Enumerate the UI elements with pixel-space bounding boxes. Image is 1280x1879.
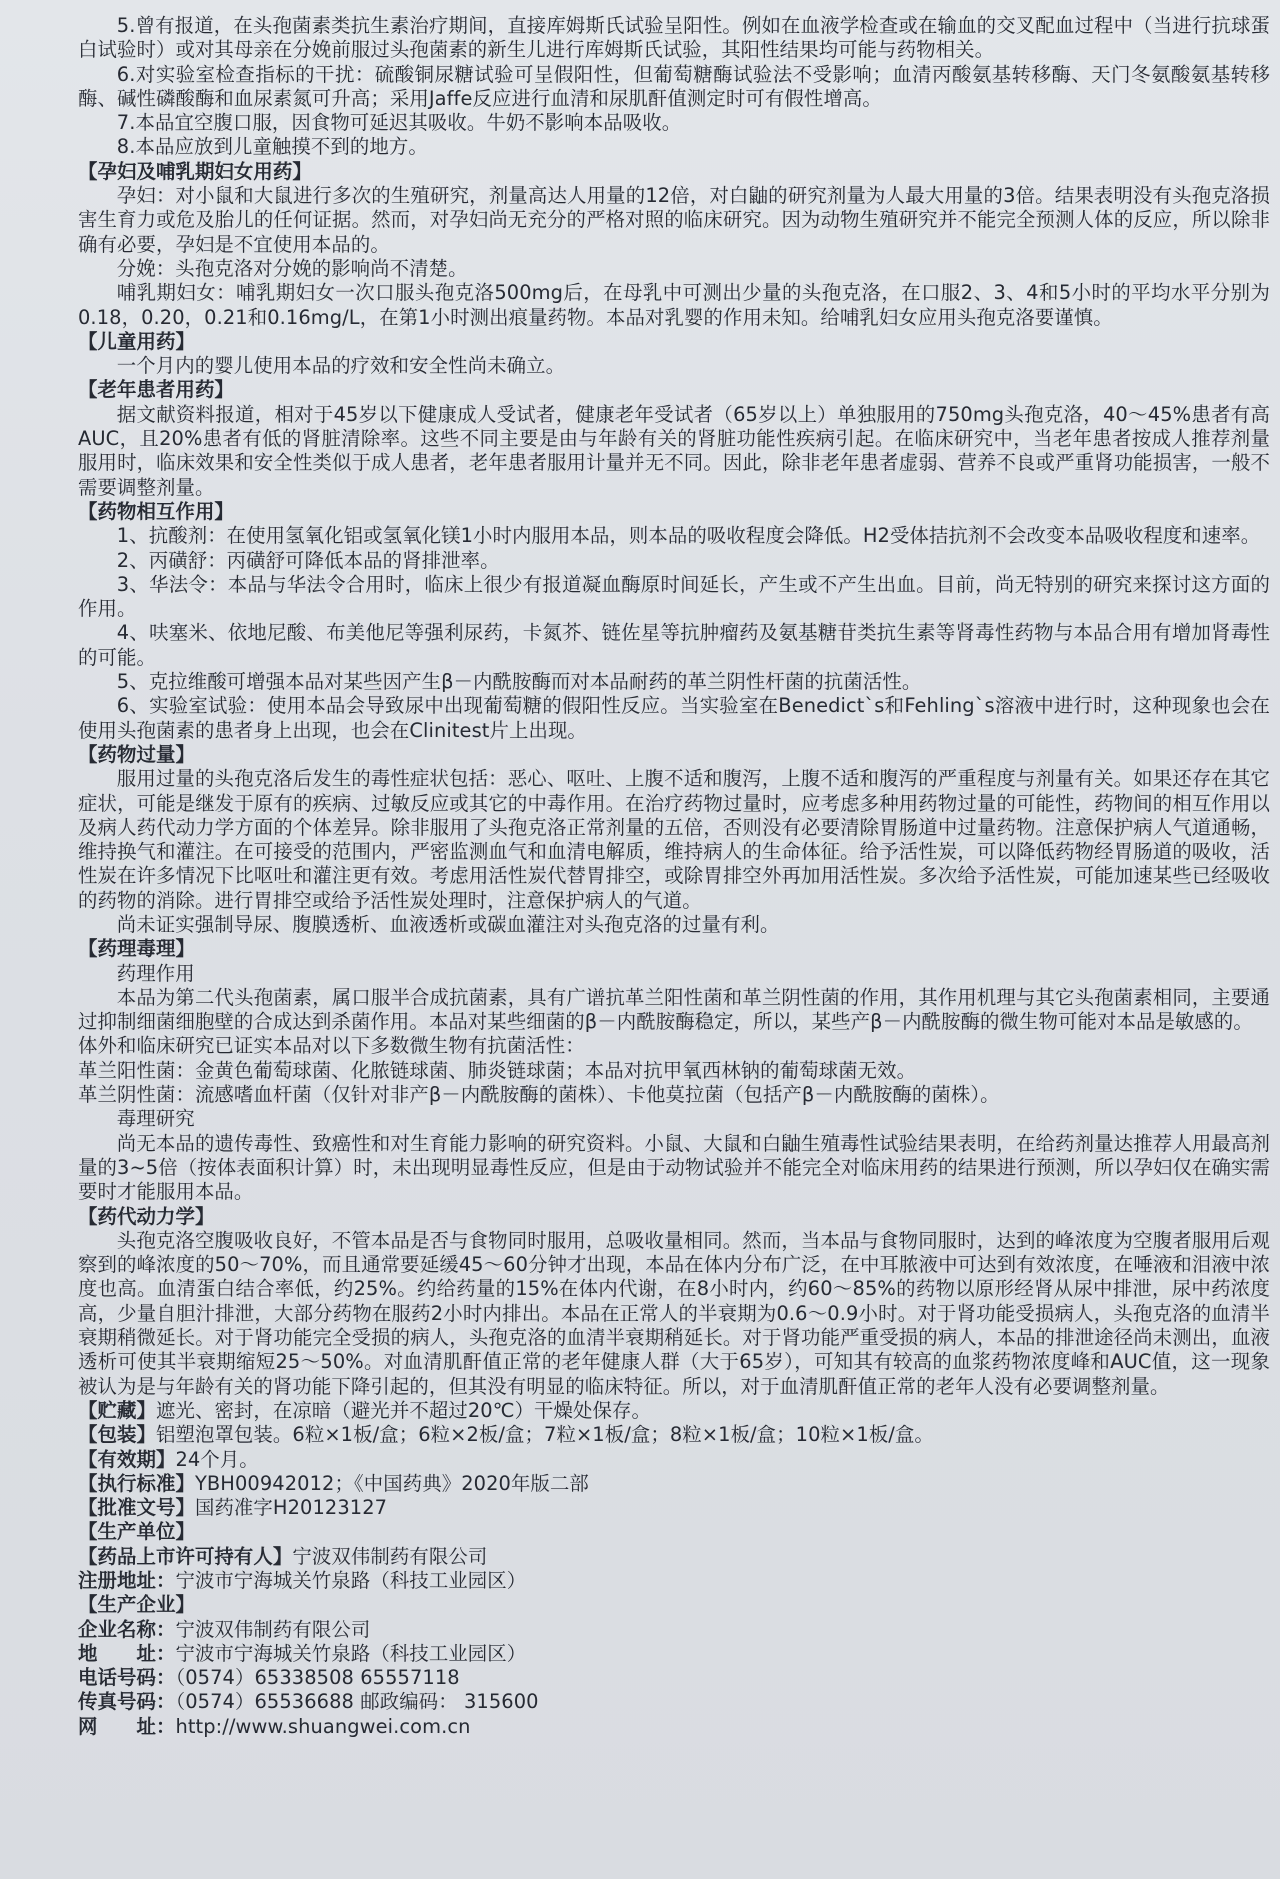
paragraph-lab-interference: 6.对实验室检查指标的干扰：硫酸铜尿糖试验可呈假阳性，但葡萄糖酶试验法不受影响；血清丙酸氨基转移酶、天门冬氨酸氨基转移酶、碱性磷酸酶和血尿素氮可升高；采用Jaffe反应进行血清和尿肌酐值测定时可有假性增高。 (78, 62, 1270, 110)
paragraph-infants: 一个月内的婴儿使用本品的疗效和安全性尚未确立。 (116, 354, 566, 378)
paragraph-interaction-probenecid: 2、丙磺舒：丙磺舒可降低本品的肾排泄率。 (116, 548, 500, 572)
mah-value: 宁波双伟制药有限公司 (292, 1544, 488, 1568)
approval-row (78, 1496, 1270, 1520)
paragraph-fasting: 7.本品宜空腹口服，因食物可延迟其吸收。牛奶不影响本品吸收。 (116, 111, 682, 135)
paragraph-children-reach: 8.本品应放到儿童触摸不到的地方。 (116, 135, 428, 159)
website-value: http://www.shuangwei.com.cn (175, 1714, 471, 1738)
approval-label: 【批准文号】 (78, 1496, 195, 1520)
approval-value: 国药准字H20123127 (194, 1496, 388, 1520)
paragraph-gram-positive: 革兰阳性菌：金黄色葡萄球菌、化脓链球菌、肺炎链球菌；本品对抗甲氧西林钠的葡萄球菌无效。 (78, 1058, 917, 1082)
standard-label: 【执行标准】 (78, 1471, 195, 1495)
paragraph-lactation: 哺乳期妇女：哺乳期妇女一次口服头孢克洛500mg后，在母乳中可测出少量的头孢克洛，在口服2、3、4和5小时的平均水平分别为0.18，0.20，0.21和0.16mg/L，在第1小时测出痕量药物。本品对乳婴的作用未知。给哺乳妇女应用头孢克洛要谨慎。 (78, 281, 1270, 329)
standard-row (78, 1472, 1270, 1496)
address-label: 地 址： (78, 1641, 176, 1665)
paragraph-pregnant: 孕妇：对小鼠和大鼠进行多次的生殖研究，剂量高达人用量的12倍，对白鼬的研究剂量为人最大用量的3倍。结果表明没有头孢克洛损害生育力或危及胎儿的任何证据。然而，对孕妇尚无充分的严格对照的临床研究。因为动物生殖研究并不能完全预测人体的反应，所以除非确有必要，孕妇是不宜使用本品的。 (78, 184, 1270, 256)
paragraph-mechanism: 本品为第二代头孢菌素，属口服半合成抗菌素，具有广谱抗革兰阳性菌和革兰阴性菌的作用，其作用机理与其它头孢菌素相同，主要通过抑制细菌细胞壁的合成达到杀菌作用。本品对某些细菌的β－内酰胺酶稳定，所以，某些产β－内酰胺酶的微生物可能对本品是敏感的。 (78, 985, 1270, 1034)
validity-row (78, 1448, 1270, 1472)
company-row (78, 1618, 1270, 1642)
company-value: 宁波双伟制药有限公司 (175, 1617, 371, 1641)
standard-value: YBH00942012；《中国药典》2020年版二部 (194, 1471, 589, 1495)
phone-row (78, 1666, 1270, 1690)
paragraph-interaction-diuretics: 4、呋塞米、依地尼酸、布美他尼等强利尿药，卡氮芥、链佐星等抗肿瘤药及氨基糖苷类抗生素等肾毒性药物与本品合用有增加肾毒性的可能。 (78, 621, 1270, 669)
mah-row (78, 1545, 1270, 1569)
fax-row (78, 1690, 1270, 1714)
validity-label: 【有效期】 (78, 1447, 176, 1471)
phone-value: （0574）65338508 65557118 (175, 1666, 460, 1690)
heading-elderly: 【老年患者用药】 (78, 378, 234, 402)
package-label: 【包装】 (78, 1423, 156, 1447)
package-value: 铝塑泡罩包装。6粒×1板/盒；6粒×2板/盒；7粒×1板/盒；8粒×1板/盒；10粒×1板/盒。 (155, 1423, 934, 1447)
paragraph-overdose-dialysis: 尚未证实强制导尿、腹膜透析、血液透析或碳血灌注对头孢克洛的过量有利。 (116, 912, 780, 936)
package-insert-text (78, 14, 1270, 1739)
paragraph-overdose: 服用过量的头孢克洛后发生的毒性症状包括：恶心、呕吐、上腹不适和腹泻，上腹不适和腹泻的严重程度与剂量有关。如果还存在其它症状，可能是继发于原有的疾病、过敏反应或其它的中毒作用。在治疗药物过量时，应考虑多种用药物过量的可能性，药物间的相互作用以及病人药代动力学方面的个体差异。除非服用了头孢克洛正常剂量的五倍，否则没有必要清除胃肠道中过量药物。注意保护病人气道通畅，维持换气和灌注。在可接受的范围内，严密监测血气和血清电解质，维持病人的生命体征。给予活性炭，可以降低药物经胃肠道的吸收，活性炭在许多情况下比呕吐和灌注更有效。考虑用活性炭代替胃排空，或除胃排空外再加用活性炭。多次给予活性炭，可能加速某些已经吸收的药物的消除。进行胃排空或给予活性炭处理时，注意保护病人的气道。 (78, 767, 1270, 912)
storage-value: 遮光、密封，在凉暗（避光并不超过20℃）干燥处保存。 (155, 1398, 652, 1422)
registered-address-label: 注册地址： (78, 1569, 176, 1592)
heading-pregnancy: 【孕妇及哺乳期妇女用药】 (78, 159, 312, 183)
validity-value: 24个月。 (175, 1447, 259, 1471)
paragraph-toxicology: 尚无本品的遗传毒性、致癌性和对生育能力影响的研究资料。小鼠、大鼠和白鼬生殖毒性试验结果表明，在给药剂量达推荐人用最高剂量的3~5倍（按体表面积计算）时，未出现明显毒性反应，但是由于动物试验并不能完全对临床用药的结果进行预测，所以孕妇仅在确实需要时才能服用本品。 (78, 1131, 1270, 1204)
heading-pharmacokinetics: 【药代动力学】 (78, 1204, 215, 1228)
paragraph-elderly: 据文献资料报道，相对于45岁以下健康成人受试者，健康老年受试者（65岁以上）单独服用的750mg头孢克洛，40～45%患者有高AUC，且20%患者有低的肾脏清除率。这些不同主要是由与年龄有关的肾脏功能性疾病引起。在临床研究中，当老年患者按成人推荐剂量服用时，临床效果和安全性类似于成人患者，老年患者服用计量并无不同。因此，除非老年患者虚弱、营养不良或严重肾功能损害，一般不需要调整剂量。 (78, 402, 1270, 499)
heading-overdose: 【药物过量】 (78, 742, 195, 766)
paragraph-labor: 分娩：头孢克洛对分娩的影响尚不清楚。 (116, 256, 468, 280)
registered-address-value: 宁波市宁海城关竹泉路（科技工业园区） (175, 1569, 527, 1592)
paragraph-activity: 体外和临床研究已证实本品对以下多数微生物有抗菌活性： (78, 1034, 585, 1058)
package-row (78, 1423, 1270, 1447)
heading-children: 【儿童用药】 (78, 329, 195, 353)
heading-interactions: 【药物相互作用】 (78, 499, 234, 523)
paragraph-gram-negative: 革兰阴性菌：流感嗜血杆菌（仅针对非产β－内酰胺酶的菌株）、卡他莫拉菌（包括产β－内酰胺酶的菌株）。 (78, 1083, 1000, 1107)
paragraph-interaction-antacid: 1、抗酸剂：在使用氢氧化铝或氢氧化镁1小时内服用本品，则本品的吸收程度会降低。H2受体拮抗剂不会改变本品吸收程度和速率。 (116, 524, 1261, 548)
storage-label: 【贮藏】 (78, 1398, 156, 1422)
paragraph-coombs: 5.曾有报道，在头孢菌素类抗生素治疗期间，直接库姆斯氏试验呈阳性。例如在血液学检查或在输血的交叉配血过程中（当进行抗球蛋白试验时）或对其母亲在分娩前服过头孢菌素的新生儿进行库姆斯氏试验，其阳性结果均可能与药物相关。 (78, 14, 1270, 62)
heading-production-unit: 【生产单位】 (78, 1520, 195, 1544)
fax-value: （0574）65536688 邮政编码： 315600 (175, 1690, 539, 1714)
company-label: 企业名称： (78, 1617, 176, 1641)
heading-manufacturer: 【生产企业】 (78, 1593, 195, 1617)
paragraph-interaction-clavulanate: 5、克拉维酸可增强本品对某些因产生β－内酰胺酶而对本品耐药的革兰阴性杆菌的抗菌活性。 (116, 670, 922, 694)
registered-address-row (78, 1569, 1270, 1593)
heading-pharmacology: 【药理毒理】 (78, 937, 195, 961)
subheading-pharmacology: 药理作用 (116, 961, 195, 985)
address-value: 宁波市宁海城关竹泉路（科技工业园区） (175, 1641, 527, 1665)
paragraph-interaction-warfarin: 3、华法令：本品与华法令合用时，临床上很少有报道凝血酶原时间延长，产生或不产生出血。目前，尚无特别的研究来探讨这方面的作用。 (78, 572, 1270, 621)
website-row (78, 1715, 1270, 1739)
storage-row (78, 1399, 1270, 1423)
paragraph-interaction-lab: 6、实验室试验：使用本品会导致尿中出现葡萄糖的假阳性反应。当实验室在Benedict`s和Fehling`s溶液中进行时，这种现象也会在使用头孢菌素的患者身上出现，也会在Clinitest片上出现。 (78, 694, 1270, 742)
paragraph-pharmacokinetics: 头孢克洛空腹吸收良好，不管本品是否与食物同时服用，总吸收量相同。然而，当本品与食物同服时，达到的峰浓度为空腹者服用后观察到的峰浓度的50～70%，而且通常要延缓45～60分钟才出现，本品在体内分布广泛，在中耳脓液中可达到有效浓度，在唾液和泪液中浓度也高。血清蛋白结合率低，约25%。约给药量的15%在体内代谢，在8小时内，约60～85%的药物以原形经肾从尿中排泄，尿中药浓度高，少量自胆汁排泄，大部分药物在服药2小时内排出。本品在正常人的半衰期为0.6～0.9小时。对于肾功能受损病人，头孢克洛的血清半衰期稍微延长。对于肾功能完全受损的病人，头孢克洛的血清半衰期稍延长。对于肾功能严重受损的病人，本品的排泄途径尚未测出，血液透析可使其半衰期缩短25～50%。对血清肌酐值正常的老年健康人群（大于65岁），可知其有较高的血浆药物浓度峰和AUC值，这一现象被认为是与年龄有关的肾功能下降引起的，但其没有明显的临床特征。所以，对于血清肌酐值正常的老年人没有必要调整剂量。 (78, 1228, 1270, 1398)
website-label: 网 址： (78, 1714, 176, 1738)
address-row (78, 1642, 1270, 1666)
subheading-toxicology: 毒理研究 (116, 1107, 195, 1131)
mah-label: 【药品上市许可持有人】 (78, 1544, 293, 1568)
fax-label: 传真号码： (78, 1690, 176, 1714)
phone-label: 电话号码： (78, 1666, 176, 1690)
